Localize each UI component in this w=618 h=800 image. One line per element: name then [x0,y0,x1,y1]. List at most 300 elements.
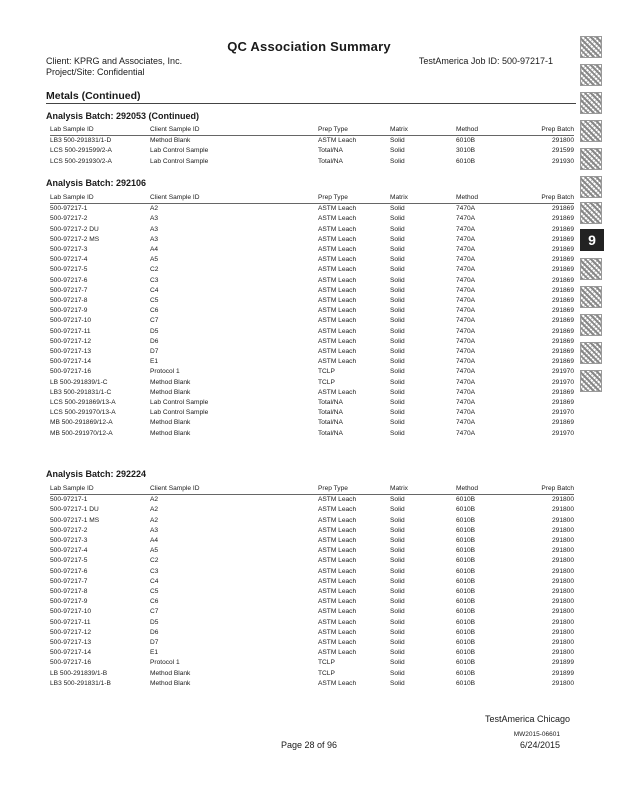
table-cell: 291800 [551,506,574,514]
table-cell: Lab Control Sample [150,157,209,165]
table-cell: 500-97217-1 [50,496,88,504]
table-cell: 500-97217-2 DU [50,225,99,233]
table-cell: A2 [150,516,159,524]
table-cell: 291869 [551,266,574,274]
table-cell: 7470A [456,327,476,335]
table-cell: 7470A [456,297,476,305]
table-cell: 7470A [456,225,476,233]
table-cell: 291800 [551,679,574,687]
table-cell: A3 [150,225,159,233]
table-cell: Solid [390,409,405,417]
table-cell: 291869 [551,337,574,345]
column-header: Lab Sample ID [50,193,150,204]
table-cell: 7470A [456,378,476,386]
table-cell: Solid [390,147,405,155]
table-cell: 291800 [551,567,574,575]
table-cell: 291800 [551,577,574,585]
table-cell: ASTM Leach [318,286,357,294]
table-header-row [50,484,574,495]
table-cell: Solid [390,368,405,376]
column-header: Method [456,484,514,495]
table-cell: 291869 [551,358,574,366]
table-cell: 6010B [456,649,476,657]
table-cell: 291970 [551,429,574,437]
column-header: Lab Sample ID [50,484,150,495]
table-cell: 291800 [551,137,574,145]
table-cell: ASTM Leach [318,225,357,233]
table-cell: 500-97217-8 [50,297,88,305]
table-cell: Lab Control Sample [150,399,209,407]
table-row [50,577,574,587]
qr-code-icon [580,120,602,142]
table-cell: A3 [150,526,159,534]
table-cell: 500-97217-7 [50,286,88,294]
table-row [50,658,574,668]
table-cell: ASTM Leach [318,537,357,545]
footer-company: TestAmerica Chicago [484,714,570,724]
table-cell: Total/NA [318,399,343,407]
table-cell: Total/NA [318,429,343,437]
table-row [50,296,574,306]
table-row [50,214,574,224]
table-row [50,418,574,428]
table-cell: 291800 [551,526,574,534]
table-cell: 7470A [456,276,476,284]
table-cell: Solid [390,567,405,575]
table-cell: 7470A [456,337,476,345]
table-cell: Method Blank [150,378,191,386]
table-cell: 6010B [456,679,476,687]
table-cell: 291869 [551,348,574,356]
table-cell: 7470A [456,256,476,264]
table-cell: A2 [150,205,159,213]
table-cell: 7470A [456,348,476,356]
table-cell: Solid [390,526,405,534]
table-cell: Solid [390,137,405,145]
table-cell: ASTM Leach [318,557,357,565]
table-cell: 7470A [456,235,476,243]
table-cell: TCLP [318,378,335,386]
table-cell: 291800 [551,547,574,555]
footer-date: 6/24/2015 [519,740,560,750]
table-cell: LCS 500-291869/13-A [50,399,116,407]
table-cell: C7 [150,317,159,325]
project-line: Project/Site: Confidential [46,67,145,77]
table-cell: D5 [150,618,159,626]
table-row [50,367,574,377]
table-cell: ASTM Leach [318,598,357,606]
table-cell: 291800 [551,496,574,504]
page-number: Page 28 of 96 [280,740,338,750]
table-cell: 7470A [456,205,476,213]
table-cell: Solid [390,327,405,335]
table-cell: ASTM Leach [318,137,357,145]
table-cell: A3 [150,215,159,223]
table-cell: C3 [150,276,159,284]
table-cell: 6010B [456,516,476,524]
table-cell: D7 [150,348,159,356]
table-cell: Solid [390,537,405,545]
table-cell: LB3 500-291831/1-C [50,388,112,396]
table-cell: C2 [150,557,159,565]
table-cell: 291800 [551,516,574,524]
table-cell: Total/NA [318,147,343,155]
table-cell: 6010B [456,547,476,555]
table-cell: Solid [390,577,405,585]
table-cell: Solid [390,266,405,274]
table-cell: 7470A [456,307,476,315]
table-cell: ASTM Leach [318,567,357,575]
table-row [50,337,574,347]
table-cell: 6010B [456,618,476,626]
table-header-row [50,125,574,136]
table-cell: 291869 [551,205,574,213]
table-cell: A2 [150,506,159,514]
column-header: Client Sample ID [150,484,318,495]
table-row [50,516,574,526]
section-divider [46,103,576,104]
table-cell: ASTM Leach [318,235,357,243]
job-id: TestAmerica Job ID: 500-97217-1 [418,56,553,66]
table-cell: 500-97217-2 [50,215,88,223]
column-header: Prep Batch [514,484,574,495]
table-cell: Solid [390,276,405,284]
table-cell: ASTM Leach [318,506,357,514]
table-cell: Method Blank [150,137,191,145]
table-cell: 291869 [551,235,574,243]
table-cell: 500-97217-3 [50,246,88,254]
table-cell: Solid [390,205,405,213]
table-cell: 291899 [551,669,574,677]
table-row [50,327,574,337]
table-cell: ASTM Leach [318,358,357,366]
batch-title: Analysis Batch: 292106 [46,178,147,188]
table-cell: Method Blank [150,669,191,677]
table-cell: ASTM Leach [318,628,357,636]
table-cell: D6 [150,337,159,345]
table-cell: 291800 [551,628,574,636]
table-row [50,347,574,357]
table-cell: ASTM Leach [318,608,357,616]
table-row [50,638,574,648]
table-cell: LCS 500-291930/2-A [50,157,112,165]
client-line: Client: KPRG and Associates, Inc. [46,56,183,66]
table-cell: D5 [150,327,159,335]
table-cell: 291869 [551,256,574,264]
qr-code-icon [580,148,602,170]
table-cell: Lab Control Sample [150,409,209,417]
column-header: Client Sample ID [150,125,318,136]
table-cell: Solid [390,659,405,667]
table-cell: 500-97217-6 [50,567,88,575]
table-cell: Solid [390,235,405,243]
table-cell: ASTM Leach [318,547,357,555]
table-cell: ASTM Leach [318,588,357,596]
table-cell: 500-97217-4 [50,547,88,555]
table-cell: 291869 [551,317,574,325]
table-cell: 291869 [551,307,574,315]
table-cell: Solid [390,297,405,305]
column-header: Method [456,193,514,204]
table-cell: ASTM Leach [318,516,357,524]
table-cell: 500-97217-9 [50,598,88,606]
table-cell: Solid [390,679,405,687]
table-cell: 6010B [456,628,476,636]
table-cell: 291599 [551,147,574,155]
table-cell: Lab Control Sample [150,147,209,155]
table-cell: 500-97217-1 DU [50,506,99,514]
qr-code-icon [580,342,602,364]
table-cell: 291899 [551,659,574,667]
table-row [50,136,574,147]
table-cell: 500-97217-16 [50,368,92,376]
table-cell: 291930 [551,157,574,165]
table-cell: C4 [150,577,159,585]
table-cell: Protocol 1 [150,368,180,376]
table-cell: 291800 [551,649,574,657]
table-cell: 291800 [551,608,574,616]
table-cell: 6010B [456,137,476,145]
table-cell: Method Blank [150,679,191,687]
column-header: Prep Batch [514,125,574,136]
table-cell: C7 [150,608,159,616]
table-row [50,526,574,536]
table-cell: 500-97217-14 [50,358,92,366]
table-cell: A2 [150,496,159,504]
table-cell: Solid [390,246,405,254]
table-cell: 500-97217-11 [50,618,91,626]
table-cell: 291800 [551,598,574,606]
table-cell: Solid [390,307,405,315]
table-cell: 291869 [551,388,574,396]
table-cell: 291869 [551,246,574,254]
table-cell: 291869 [551,419,574,427]
table-cell: 6010B [456,659,476,667]
table-cell: Method Blank [150,429,191,437]
table-cell: A5 [150,256,159,264]
table-cell: 6010B [456,608,476,616]
table-cell: LB 500-291839/1-C [50,378,108,386]
table-cell: 6010B [456,506,476,514]
table-cell: Solid [390,419,405,427]
table-cell: Solid [390,337,405,345]
table-row [50,536,574,546]
table-row [50,429,574,439]
table-cell: Solid [390,388,405,396]
table-cell: 291970 [551,368,574,376]
table-cell: 7470A [456,286,476,294]
table-cell: Total/NA [318,419,343,427]
table-cell: 500-97217-8 [50,588,88,596]
table-cell: ASTM Leach [318,649,357,657]
table-cell: Protocol 1 [150,659,180,667]
table-cell: 6010B [456,496,476,504]
column-header: Lab Sample ID [50,125,150,136]
table-row [50,286,574,296]
column-header: Client Sample ID [150,193,318,204]
table-cell: 500-97217-13 [50,639,92,647]
table-cell: ASTM Leach [318,526,357,534]
table-cell: Solid [390,286,405,294]
table-cell: 291869 [551,225,574,233]
table-cell: 291970 [551,409,574,417]
table-cell: ASTM Leach [318,276,357,284]
table-cell: 7470A [456,358,476,366]
table-header-row [50,193,574,204]
table-cell: 500-97217-10 [50,317,92,325]
table-row [50,306,574,316]
table-cell: C5 [150,297,159,305]
table-cell: A3 [150,235,159,243]
table-cell: ASTM Leach [318,256,357,264]
table-row [50,567,574,577]
table-cell: ASTM Leach [318,215,357,223]
table-cell: 291869 [551,276,574,284]
table-row [50,225,574,235]
table-cell: 500-97217-1 [50,205,88,213]
table-cell: Solid [390,348,405,356]
table-cell: ASTM Leach [318,246,357,254]
table-cell: 6010B [456,567,476,575]
table-cell: Total/NA [318,157,343,165]
table-cell: 3010B [456,147,476,155]
table-cell: Solid [390,669,405,677]
table-cell: A5 [150,547,159,555]
table-cell: LB 500-291839/1-B [50,669,108,677]
table-cell: 6010B [456,526,476,534]
table-row [50,648,574,658]
table-cell: Solid [390,547,405,555]
column-header: Prep Batch [514,193,574,204]
table-cell: C6 [150,598,159,606]
table-cell: 500-97217-5 [50,557,88,565]
table-cell: TCLP [318,659,335,667]
table-row [50,388,574,398]
table-cell: 291800 [551,537,574,545]
table-cell: A4 [150,537,159,545]
table-cell: 500-97217-1 MS [50,516,100,524]
table-row [50,587,574,597]
table-cell: 6010B [456,588,476,596]
table-row [50,357,574,367]
table-cell: 291869 [551,327,574,335]
table-cell: 6010B [456,537,476,545]
table-cell: Method Blank [150,419,191,427]
table-cell: 291800 [551,618,574,626]
table-cell: 500-97217-2 MS [50,235,100,243]
table-cell: Solid [390,608,405,616]
table-cell: ASTM Leach [318,618,357,626]
table-cell: 6010B [456,598,476,606]
table-cell: MB 500-291970/12-A [50,429,113,437]
table-row [50,628,574,638]
table-cell: Solid [390,506,405,514]
column-header: Method [456,125,514,136]
table-row [50,378,574,388]
table-cell: 291869 [551,399,574,407]
qr-code-icon [580,202,602,224]
table-row [50,546,574,556]
table-cell: 7470A [456,419,476,427]
table-cell: Solid [390,588,405,596]
table-cell: Method Blank [150,388,191,396]
table-cell: 500-97217-11 [50,327,91,335]
qr-code-icon [580,258,602,280]
table-cell: Solid [390,496,405,504]
table-cell: Solid [390,358,405,366]
table-row [50,556,574,566]
table-cell: E1 [150,649,159,657]
table-cell: Total/NA [318,409,343,417]
table-cell: 500-97217-6 [50,276,88,284]
page-title: QC Association Summary [227,39,391,54]
table-cell: 500-97217-13 [50,348,92,356]
table-cell: C5 [150,588,159,596]
table-cell: Solid [390,618,405,626]
table-row [50,265,574,275]
table-cell: 7470A [456,429,476,437]
batch-title: Analysis Batch: 292224 [46,469,147,479]
table-row [50,607,574,617]
table-cell: ASTM Leach [318,496,357,504]
column-header: Prep Type [318,484,390,495]
table-cell: TCLP [318,669,335,677]
table-cell: Solid [390,317,405,325]
table-row [50,495,574,506]
table-cell: ASTM Leach [318,327,357,335]
table-cell: 291800 [551,639,574,647]
table-cell: 500-97217-14 [50,649,92,657]
table-cell: Solid [390,516,405,524]
table-cell: C3 [150,567,159,575]
table-cell: ASTM Leach [318,205,357,213]
table-row [50,669,574,679]
table-cell: LCS 500-291599/2-A [50,147,112,155]
table-cell: 7470A [456,215,476,223]
batch-table [50,193,574,439]
table-cell: ASTM Leach [318,577,357,585]
table-cell: 500-97217-5 [50,266,88,274]
table-row [50,398,574,408]
table-cell: ASTM Leach [318,317,357,325]
table-cell: LCS 500-291970/13-A [50,409,116,417]
table-cell: Solid [390,628,405,636]
column-header: Prep Type [318,193,390,204]
table-cell: ASTM Leach [318,639,357,647]
table-cell: ASTM Leach [318,388,357,396]
table-row [50,204,574,215]
table-cell: C4 [150,286,159,294]
table-row [50,408,574,418]
table-cell: Solid [390,215,405,223]
table-cell: Solid [390,639,405,647]
table-cell: 500-97217-16 [50,659,92,667]
table-row [50,505,574,515]
table-cell: 291869 [551,286,574,294]
table-cell: 291869 [551,297,574,305]
batch-table [50,125,574,167]
table-cell: 7470A [456,368,476,376]
table-cell: ASTM Leach [318,337,357,345]
table-cell: ASTM Leach [318,307,357,315]
table-cell: Solid [390,157,405,165]
table-cell: Solid [390,429,405,437]
table-cell: 6010B [456,669,476,677]
table-cell: 7470A [456,388,476,396]
table-cell: Solid [390,557,405,565]
table-cell: C2 [150,266,159,274]
column-header: Prep Type [318,125,390,136]
